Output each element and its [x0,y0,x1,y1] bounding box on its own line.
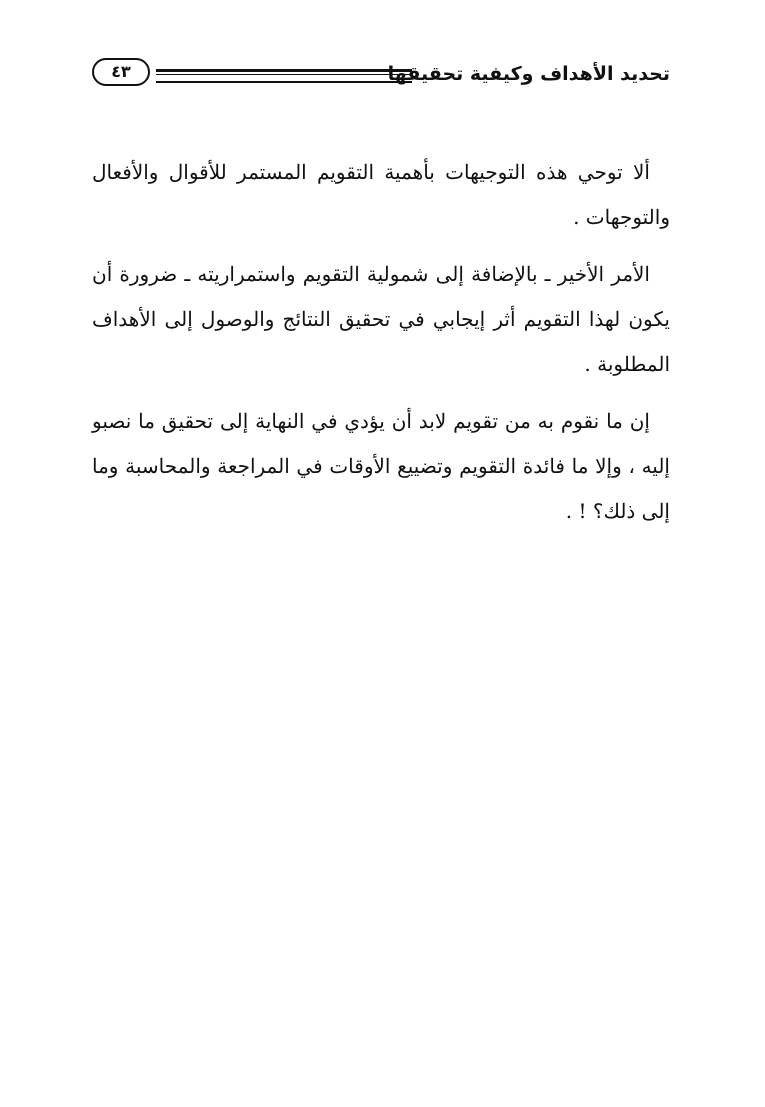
page-number: ٤٣ [111,62,131,81]
running-title: تحديد الأهداف وكيفية تحقيقها [387,63,670,85]
page-header [92,58,670,94]
header-rule [156,69,412,83]
paragraph-1: ألا توحي هذه التوجيهات بأهمية التقويم المستمر للأقوال والأفعال والتوجهات . [92,160,670,229]
page-number-frame [92,58,150,86]
paragraph-2: الأمر الأخير ـ بالإضافة إلى شمولية التقويم واستمراريته ـ ضرورة أن يكون لهذا التقويم أثر إيجابي في تحقيق النتائج والوصول إلى الأهداف المطلوبة . [92,262,670,376]
body-text [92,150,670,546]
paragraph-3: إن ما نقوم به من تقويم لابد أن يؤدي في النهاية إلى تحقيق ما نصبو إليه ، وإلا ما فائدة التقويم وتضييع الأوقات في المراجعة والمحاسبة وما إلى ذلك؟ ! . [92,409,670,523]
